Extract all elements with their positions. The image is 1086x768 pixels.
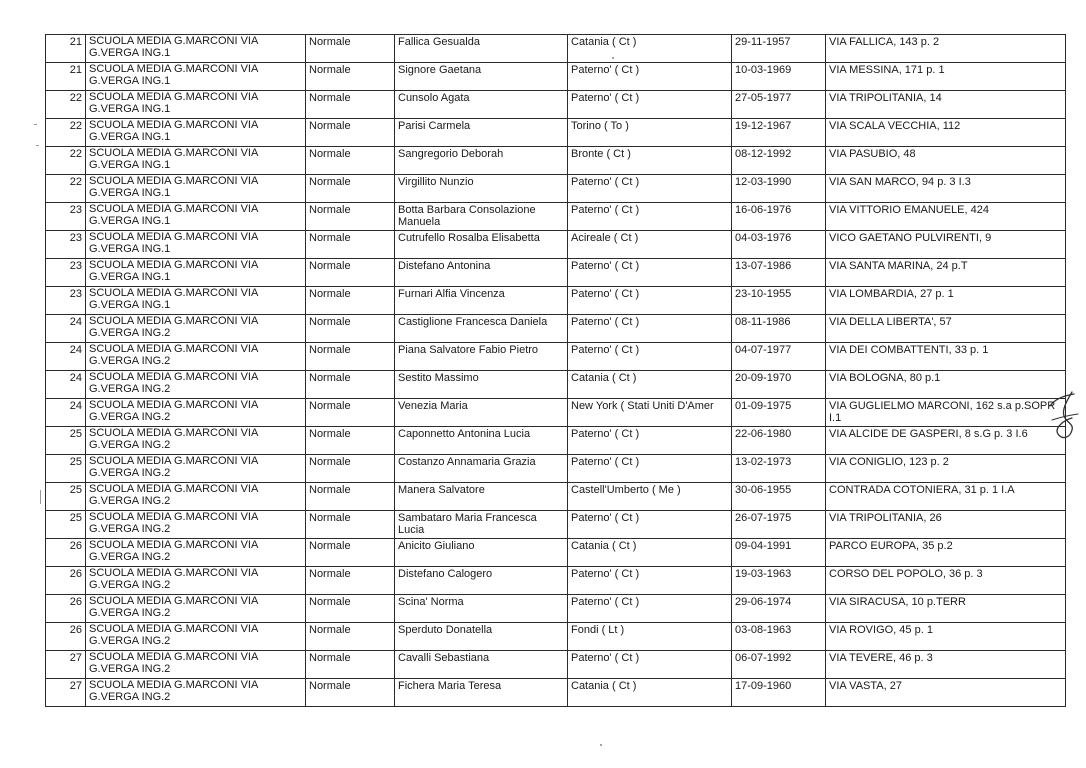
handwritten-mark-icon bbox=[1044, 390, 1080, 446]
name-cell: Signore Gaetana bbox=[395, 63, 568, 91]
school-cell: SCUOLA MEDIA G.MARCONI VIA G.VERGA ING.1 bbox=[86, 147, 306, 175]
date-cell: 19-12-1967 bbox=[732, 119, 826, 147]
school-cell: SCUOLA MEDIA G.MARCONI VIA G.VERGA ING.2 bbox=[86, 539, 306, 567]
row-number: 25 bbox=[46, 483, 86, 511]
table-row bbox=[46, 259, 1066, 287]
name-cell: Costanzo Annamaria Grazia bbox=[395, 455, 568, 483]
date-cell: 16-06-1976 bbox=[732, 203, 826, 231]
row-number: 23 bbox=[46, 259, 86, 287]
table-row bbox=[46, 399, 1066, 427]
type-cell: Normale bbox=[306, 287, 395, 315]
birthplace-cell: Paterno' ( Ct ) bbox=[568, 567, 732, 595]
type-cell: Normale bbox=[306, 315, 395, 343]
name-cell: Anicito Giuliano bbox=[395, 539, 568, 567]
address-cell: VIA DEI COMBATTENTI, 33 p. 1 bbox=[826, 343, 1066, 371]
table-row bbox=[46, 63, 1066, 91]
name-cell: Fallica Gesualda bbox=[395, 35, 568, 63]
date-cell: 06-07-1992 bbox=[732, 651, 826, 679]
row-number: 27 bbox=[46, 651, 86, 679]
name-cell: Caponnetto Antonina Lucia bbox=[395, 427, 568, 455]
table-row bbox=[46, 651, 1066, 679]
type-cell: Normale bbox=[306, 231, 395, 259]
name-cell: Virgillito Nunzio bbox=[395, 175, 568, 203]
date-cell: 10-03-1969 bbox=[732, 63, 826, 91]
school-cell: SCUOLA MEDIA G.MARCONI VIA G.VERGA ING.2 bbox=[86, 623, 306, 651]
date-cell: 29-06-1974 bbox=[732, 595, 826, 623]
school-cell: SCUOLA MEDIA G.MARCONI VIA G.VERGA ING.2 bbox=[86, 595, 306, 623]
date-cell: 23-10-1955 bbox=[732, 287, 826, 315]
type-cell: Normale bbox=[306, 539, 395, 567]
address-cell: CORSO DEL POPOLO, 36 p. 3 bbox=[826, 567, 1066, 595]
date-cell: 13-07-1986 bbox=[732, 259, 826, 287]
date-cell: 03-08-1963 bbox=[732, 623, 826, 651]
birthplace-cell: Paterno' ( Ct ) bbox=[568, 175, 732, 203]
row-number: 25 bbox=[46, 455, 86, 483]
row-number: 22 bbox=[46, 91, 86, 119]
school-cell: SCUOLA MEDIA G.MARCONI VIA G.VERGA ING.1 bbox=[86, 287, 306, 315]
birthplace-cell: Paterno' ( Ct ) bbox=[568, 259, 732, 287]
row-number: 26 bbox=[46, 567, 86, 595]
address-cell: VIA ALCIDE DE GASPERI, 8 s.G p. 3 I.6 bbox=[826, 427, 1066, 455]
address-cell: VICO GAETANO PULVIRENTI, 9 bbox=[826, 231, 1066, 259]
birthplace-cell: Fondi ( Lt ) bbox=[568, 623, 732, 651]
address-cell: VIA PASUBIO, 48 bbox=[826, 147, 1066, 175]
birthplace-cell: Paterno' ( Ct ) bbox=[568, 315, 732, 343]
date-cell: 01-09-1975 bbox=[732, 399, 826, 427]
address-cell: VIA LOMBARDIA, 27 p. 1 bbox=[826, 287, 1066, 315]
name-cell: Piana Salvatore Fabio Pietro bbox=[395, 343, 568, 371]
name-cell: Cunsolo Agata bbox=[395, 91, 568, 119]
type-cell: Normale bbox=[306, 595, 395, 623]
address-cell: VIA TRIPOLITANIA, 14 bbox=[826, 91, 1066, 119]
name-cell: Venezia Maria bbox=[395, 399, 568, 427]
type-cell: Normale bbox=[306, 63, 395, 91]
address-cell: VIA MESSINA, 171 p. 1 bbox=[826, 63, 1066, 91]
name-cell: Furnari Alfia Vincenza bbox=[395, 287, 568, 315]
type-cell: Normale bbox=[306, 203, 395, 231]
type-cell: Normale bbox=[306, 511, 395, 539]
address-cell: VIA SANTA MARINA, 24 p.T bbox=[826, 259, 1066, 287]
birthplace-cell: Torino ( To ) bbox=[568, 119, 732, 147]
name-cell: Sambataro Maria Francesca Lucia bbox=[395, 511, 568, 539]
row-number: 22 bbox=[46, 119, 86, 147]
school-cell: SCUOLA MEDIA G.MARCONI VIA G.VERGA ING.2 bbox=[86, 371, 306, 399]
address-cell: VIA CONIGLIO, 123 p. 2 bbox=[826, 455, 1066, 483]
scan-edge-mark bbox=[34, 124, 37, 125]
birthplace-cell: Catania ( Ct ) bbox=[568, 371, 732, 399]
date-cell: 30-06-1955 bbox=[732, 483, 826, 511]
school-cell: SCUOLA MEDIA G.MARCONI VIA G.VERGA ING.2 bbox=[86, 315, 306, 343]
school-cell: SCUOLA MEDIA G.MARCONI VIA G.VERGA ING.1 bbox=[86, 175, 306, 203]
row-number: 22 bbox=[46, 147, 86, 175]
type-cell: Normale bbox=[306, 427, 395, 455]
school-cell: SCUOLA MEDIA G.MARCONI VIA G.VERGA ING.2 bbox=[86, 679, 306, 707]
table-row bbox=[46, 315, 1066, 343]
school-cell: SCUOLA MEDIA G.MARCONI VIA G.VERGA ING.2 bbox=[86, 651, 306, 679]
row-number: 24 bbox=[46, 399, 86, 427]
name-cell: Sperduto Donatella bbox=[395, 623, 568, 651]
birthplace-cell: Catania ( Ct ) bbox=[568, 35, 732, 63]
school-cell: SCUOLA MEDIA G.MARCONI VIA G.VERGA ING.2 bbox=[86, 483, 306, 511]
address-cell: PARCO EUROPA, 35 p.2 bbox=[826, 539, 1066, 567]
date-cell: 22-06-1980 bbox=[732, 427, 826, 455]
address-cell: VIA DELLA LIBERTA', 57 bbox=[826, 315, 1066, 343]
table-row bbox=[46, 175, 1066, 203]
row-number: 23 bbox=[46, 203, 86, 231]
school-cell: SCUOLA MEDIA G.MARCONI VIA G.VERGA ING.1 bbox=[86, 63, 306, 91]
school-cell: SCUOLA MEDIA G.MARCONI VIA G.VERGA ING.2 bbox=[86, 455, 306, 483]
type-cell: Normale bbox=[306, 455, 395, 483]
address-cell: VIA SAN MARCO, 94 p. 3 I.3 bbox=[826, 175, 1066, 203]
date-cell: 26-07-1975 bbox=[732, 511, 826, 539]
name-cell: Sestito Massimo bbox=[395, 371, 568, 399]
birthplace-cell: Paterno' ( Ct ) bbox=[568, 63, 732, 91]
row-number: 26 bbox=[46, 539, 86, 567]
name-cell: Cavalli Sebastiana bbox=[395, 651, 568, 679]
table-row bbox=[46, 455, 1066, 483]
row-number: 23 bbox=[46, 231, 86, 259]
type-cell: Normale bbox=[306, 567, 395, 595]
date-cell: 08-12-1992 bbox=[732, 147, 826, 175]
register-rows bbox=[46, 35, 1066, 707]
type-cell: Normale bbox=[306, 147, 395, 175]
name-cell: Sangregorio Deborah bbox=[395, 147, 568, 175]
row-number: 25 bbox=[46, 511, 86, 539]
birthplace-cell: Paterno' ( Ct ) bbox=[568, 651, 732, 679]
date-cell: 09-04-1991 bbox=[732, 539, 826, 567]
type-cell: Normale bbox=[306, 651, 395, 679]
table-row bbox=[46, 231, 1066, 259]
birthplace-cell: Catania ( Ct ) bbox=[568, 679, 732, 707]
name-cell: Parisi Carmela bbox=[395, 119, 568, 147]
date-cell: 20-09-1970 bbox=[732, 371, 826, 399]
address-cell: VIA ROVIGO, 45 p. 1 bbox=[826, 623, 1066, 651]
address-cell: VIA FALLICA, 143 p. 2 bbox=[826, 35, 1066, 63]
birthplace-cell: Castell'Umberto ( Me ) bbox=[568, 483, 732, 511]
address-cell: VIA TEVERE, 46 p. 3 bbox=[826, 651, 1066, 679]
table-row bbox=[46, 91, 1066, 119]
table-row bbox=[46, 371, 1066, 399]
type-cell: Normale bbox=[306, 343, 395, 371]
birthplace-cell: Paterno' ( Ct ) bbox=[568, 511, 732, 539]
address-cell: VIA SIRACUSA, 10 p.TERR bbox=[826, 595, 1066, 623]
birthplace-cell: Paterno' ( Ct ) bbox=[568, 287, 732, 315]
scan-dust-dot bbox=[600, 744, 602, 746]
birthplace-cell: New York ( Stati Uniti D'Amer bbox=[568, 399, 732, 427]
date-cell: 29-11-1957 bbox=[732, 35, 826, 63]
table-row bbox=[46, 539, 1066, 567]
table-row bbox=[46, 119, 1066, 147]
address-cell: VIA BOLOGNA, 80 p.1 bbox=[826, 371, 1066, 399]
type-cell: Normale bbox=[306, 483, 395, 511]
type-cell: Normale bbox=[306, 91, 395, 119]
table-row bbox=[46, 203, 1066, 231]
type-cell: Normale bbox=[306, 119, 395, 147]
school-cell: SCUOLA MEDIA G.MARCONI VIA G.VERGA ING.2 bbox=[86, 399, 306, 427]
school-cell: SCUOLA MEDIA G.MARCONI VIA G.VERGA ING.1 bbox=[86, 203, 306, 231]
birthplace-cell: Paterno' ( Ct ) bbox=[568, 595, 732, 623]
row-number: 24 bbox=[46, 343, 86, 371]
name-cell: Distefano Antonina bbox=[395, 259, 568, 287]
school-cell: SCUOLA MEDIA G.MARCONI VIA G.VERGA ING.2 bbox=[86, 343, 306, 371]
table-row bbox=[46, 679, 1066, 707]
table-row bbox=[46, 35, 1066, 63]
row-number: 22 bbox=[46, 175, 86, 203]
type-cell: Normale bbox=[306, 259, 395, 287]
row-number: 21 bbox=[46, 35, 86, 63]
table-row bbox=[46, 343, 1066, 371]
date-cell: 08-11-1986 bbox=[732, 315, 826, 343]
school-cell: SCUOLA MEDIA G.MARCONI VIA G.VERGA ING.2 bbox=[86, 427, 306, 455]
scan-edge-mark bbox=[36, 145, 39, 146]
name-cell: Cutrufello Rosalba Elisabetta bbox=[395, 231, 568, 259]
date-cell: 27-05-1977 bbox=[732, 91, 826, 119]
date-cell: 19-03-1963 bbox=[732, 567, 826, 595]
row-number: 23 bbox=[46, 287, 86, 315]
table-row bbox=[46, 287, 1066, 315]
date-cell: 17-09-1960 bbox=[732, 679, 826, 707]
address-cell: VIA GUGLIELMO MARCONI, 162 s.a p.SOPR I.1 bbox=[826, 399, 1066, 427]
school-cell: SCUOLA MEDIA G.MARCONI VIA G.VERGA ING.1 bbox=[86, 259, 306, 287]
date-cell: 04-03-1976 bbox=[732, 231, 826, 259]
name-cell: Botta Barbara Consolazione Manuela bbox=[395, 203, 568, 231]
birthplace-cell: Bronte ( Ct ) bbox=[568, 147, 732, 175]
birthplace-cell: Paterno' ( Ct ) bbox=[568, 427, 732, 455]
register-table bbox=[45, 34, 1066, 707]
address-cell: VIA TRIPOLITANIA, 26 bbox=[826, 511, 1066, 539]
type-cell: Normale bbox=[306, 175, 395, 203]
type-cell: Normale bbox=[306, 623, 395, 651]
address-cell: VIA SCALA VECCHIA, 112 bbox=[826, 119, 1066, 147]
table-row bbox=[46, 511, 1066, 539]
school-cell: SCUOLA MEDIA G.MARCONI VIA G.VERGA ING.1 bbox=[86, 35, 306, 63]
scan-dust-dot bbox=[612, 57, 614, 59]
address-cell: CONTRADA COTONIERA, 31 p. 1 I.A bbox=[826, 483, 1066, 511]
table-row bbox=[46, 483, 1066, 511]
row-number: 25 bbox=[46, 427, 86, 455]
date-cell: 12-03-1990 bbox=[732, 175, 826, 203]
type-cell: Normale bbox=[306, 35, 395, 63]
name-cell: Scina' Norma bbox=[395, 595, 568, 623]
row-number: 21 bbox=[46, 63, 86, 91]
date-cell: 13-02-1973 bbox=[732, 455, 826, 483]
name-cell: Castiglione Francesca Daniela bbox=[395, 315, 568, 343]
birthplace-cell: Paterno' ( Ct ) bbox=[568, 91, 732, 119]
birthplace-cell: Paterno' ( Ct ) bbox=[568, 343, 732, 371]
address-cell: VIA VITTORIO EMANUELE, 424 bbox=[826, 203, 1066, 231]
type-cell: Normale bbox=[306, 371, 395, 399]
birthplace-cell: Paterno' ( Ct ) bbox=[568, 203, 732, 231]
birthplace-cell: Catania ( Ct ) bbox=[568, 539, 732, 567]
table-row bbox=[46, 147, 1066, 175]
name-cell: Fichera Maria Teresa bbox=[395, 679, 568, 707]
name-cell: Distefano Calogero bbox=[395, 567, 568, 595]
row-number: 24 bbox=[46, 371, 86, 399]
table-row bbox=[46, 567, 1066, 595]
birthplace-cell: Acireale ( Ct ) bbox=[568, 231, 732, 259]
table-row bbox=[46, 623, 1066, 651]
school-cell: SCUOLA MEDIA G.MARCONI VIA G.VERGA ING.2 bbox=[86, 511, 306, 539]
table-row bbox=[46, 595, 1066, 623]
name-cell: Manera Salvatore bbox=[395, 483, 568, 511]
row-number: 26 bbox=[46, 595, 86, 623]
type-cell: Normale bbox=[306, 679, 395, 707]
school-cell: SCUOLA MEDIA G.MARCONI VIA G.VERGA ING.1 bbox=[86, 119, 306, 147]
birthplace-cell: Paterno' ( Ct ) bbox=[568, 455, 732, 483]
row-number: 26 bbox=[46, 623, 86, 651]
school-cell: SCUOLA MEDIA G.MARCONI VIA G.VERGA ING.1 bbox=[86, 231, 306, 259]
type-cell: Normale bbox=[306, 399, 395, 427]
scan-edge-mark bbox=[40, 490, 41, 504]
school-cell: SCUOLA MEDIA G.MARCONI VIA G.VERGA ING.2 bbox=[86, 567, 306, 595]
date-cell: 04-07-1977 bbox=[732, 343, 826, 371]
row-number: 24 bbox=[46, 315, 86, 343]
school-cell: SCUOLA MEDIA G.MARCONI VIA G.VERGA ING.1 bbox=[86, 91, 306, 119]
address-cell: VIA VASTA, 27 bbox=[826, 679, 1066, 707]
row-number: 27 bbox=[46, 679, 86, 707]
table-row bbox=[46, 427, 1066, 455]
